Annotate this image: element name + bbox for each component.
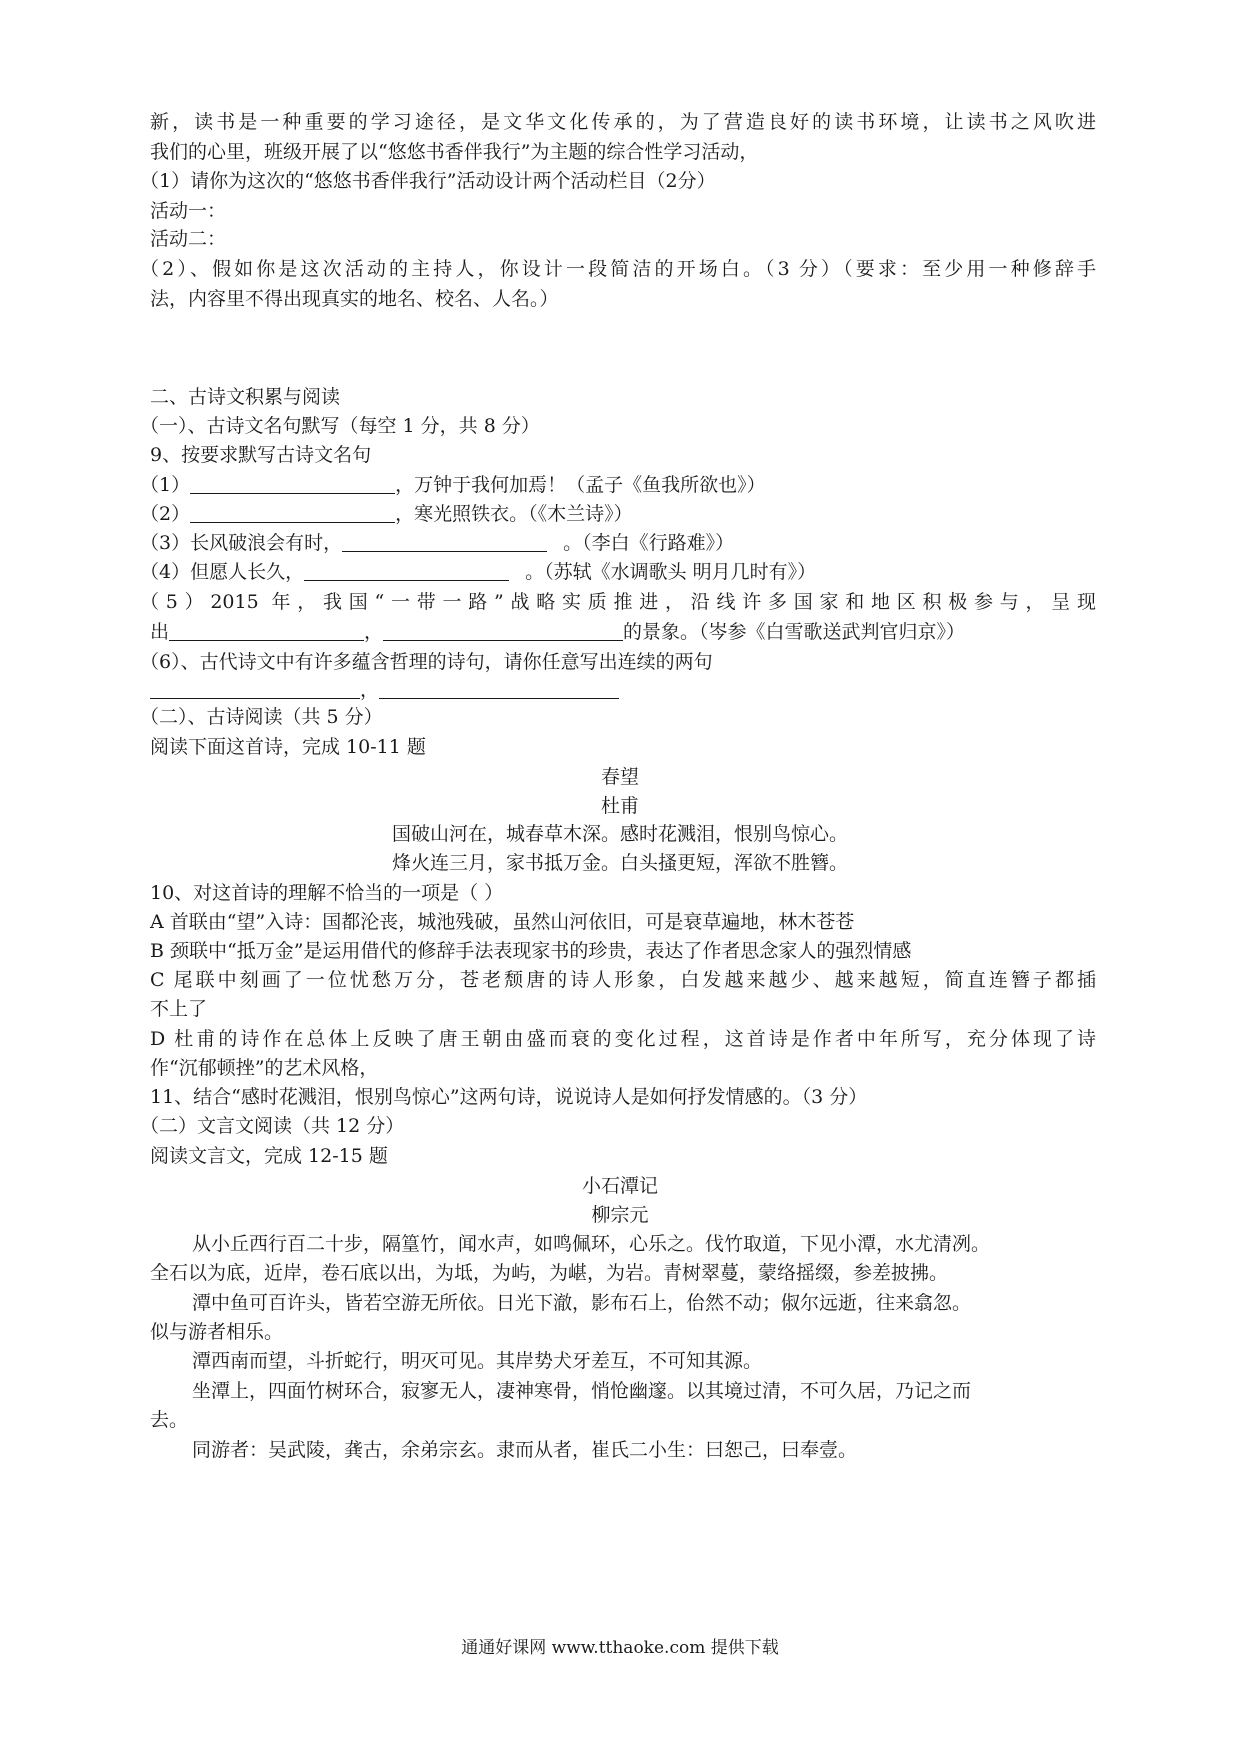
answer-blank[interactable] (190, 502, 395, 523)
prose-title: 小石潭记 (581, 1175, 658, 1197)
option-d-line-2: 作“沉郁顿挫”的艺术风格， (150, 1057, 379, 1079)
question-10: 10、对这首诗的理解不恰当的一项是（ ） (150, 882, 504, 904)
poem-line-2: 烽火连三月，家书抵万金。白头搔更短，浑欲不胜簪。 (391, 852, 848, 874)
recitation-item-2: （2） ，寒光照铁衣。（《木兰诗》） (140, 503, 633, 525)
question-2-line-1: （2）、假如你是这次活动的主持人，你设计一段简洁的开场白。（3 分）（要求：至少用一种修辞手 (140, 258, 1096, 280)
poem-title: 春望 (600, 766, 639, 788)
prose-paragraph-1-line-2: 全石以为底，近岸，卷石底以出，为坻，为屿，为嵁，为岩。青树翠蔓，蒙络摇缀，参差披拂。 (150, 1262, 949, 1284)
part-1-heading: （一）、古诗文名句默写（每空 1 分，共 8 分） (140, 415, 540, 437)
recitation-item-6-blanks: ， (150, 676, 619, 704)
prose-paragraph-4-line-2: 去。 (150, 1409, 189, 1431)
recitation-item-5-line-1: （5）2015 年，我国“一带一路”战略实质推进，沿线许多国家和地区积极参与，呈现 (140, 591, 1096, 613)
option-d-line-1: D 杜甫的诗作在总体上反映了唐王朝由盛而衰的变化过程，这首诗是作者中年所写，充分体现了诗 (150, 1028, 1096, 1050)
answer-blank[interactable] (342, 531, 547, 552)
activity-two-label: 活动二： (150, 228, 227, 250)
prose-author: 柳宗元 (591, 1204, 649, 1226)
prose-paragraph-1-line-1: 从小丘西行百二十步，隔篁竹，闻水声，如鸣佩环，心乐之。伐竹取道，下见小潭，水尤清冽。 (192, 1233, 991, 1255)
option-a: A 首联由“望”入诗：国都沦丧，城池残破，虽然山河依旧，可是衰草遍地，林木苍苍 (150, 911, 855, 933)
question-2-line-2: 法，内容里不得出现真实的地名、校名、人名。） (150, 288, 559, 310)
recitation-item-5-line-2: 出 ， 的景象。（岑参《白雪歌送武判官归京》） (150, 621, 966, 643)
recitation-item-4: （4）但愿人长久， 。（苏轼《水调歌头 明月几时有》） (140, 561, 817, 583)
recitation-item-3: （3）长风破浪会有时， 。（李白《行路难》） (140, 532, 735, 554)
page-footer: 通通好课网 www.tthaoke.com 提供下载 (461, 1638, 779, 1658)
recitation-item-6: （6）、古代诗文中有许多蕴含哲理的诗句，请你任意写出连续的两句 (140, 651, 713, 673)
option-b: B 颈联中“抵万金”是运用借代的修辞手法表现家书的珍贵，表达了作者思念家人的强烈情感 (150, 940, 912, 962)
activity-one-label: 活动一： (150, 200, 227, 222)
recitation-item-1: （1） ，万钟于我何加焉！（孟子《鱼我所欲也》） (140, 474, 766, 496)
prose-paragraph-2-line-2: 似与游者相乐。 (150, 1321, 284, 1343)
answer-blank[interactable] (379, 678, 619, 699)
poem-line-1: 国破山河在，城春草木深。感时花溅泪，恨别鸟惊心。 (391, 823, 848, 845)
prose-part-heading: （二）文言文阅读（共 12 分） (140, 1115, 405, 1137)
answer-blank[interactable] (169, 620, 364, 641)
option-c-line-1: C 尾联中刻画了一位忧愁万分，苍老颓唐的诗人形象，白发越来越少、越来越短，简直连簪子都插 (150, 969, 1096, 991)
option-c-line-2: 不上了 (150, 998, 208, 1020)
poem-instruction: 阅读下面这首诗，完成 10-11 题 (150, 736, 426, 758)
section-heading: 二、古诗文积累与阅读 (150, 386, 341, 408)
poem-author: 杜甫 (600, 795, 639, 817)
prose-paragraph-3: 潭西南而望，斗折蛇行，明灭可见。其岸势犬牙差互，不可知其源。 (192, 1350, 763, 1372)
question-1: （1）请你为这次的“悠悠书香伴我行”活动设计两个活动栏目（2分） (140, 170, 716, 192)
prose-instruction: 阅读文言文，完成 12-15 题 (150, 1145, 388, 1167)
prose-paragraph-4-line-1: 坐潭上，四面竹树环合，寂寥无人，凄神寒骨，悄怆幽邃。以其境过清，不可久居，乃记之而 (192, 1380, 972, 1402)
answer-blank[interactable] (150, 678, 360, 699)
part-2-heading: （二）、古诗阅读（共 5 分） (140, 706, 383, 728)
intro-line-1: 新，读书是一种重要的学习途径，是文华文化传承的，为了营造良好的读书环境，让读书之风吹进 (150, 111, 1096, 133)
answer-blank[interactable] (383, 620, 623, 641)
intro-line-2: 我们的心里，班级开展了以“悠悠书香伴我行”为主题的综合性学习活动， (150, 141, 759, 163)
prose-paragraph-2-line-1: 潭中鱼可百许头，皆若空游无所依。日光下澈，影布石上，佁然不动；俶尔远逝，往来翕忽。 (192, 1292, 972, 1314)
answer-blank[interactable] (190, 473, 395, 494)
question-9: 9、按要求默写古诗文名句 (150, 444, 372, 466)
question-11: 11、结合“感时花溅泪，恨别鸟惊心”这两句诗，说说诗人是如何抒发情感的。（3 分） (150, 1086, 868, 1108)
prose-paragraph-5: 同游者：吴武陵，龚古，余弟宗玄。隶而从者，崔氏二小生：曰恕己，曰奉壹。 (192, 1439, 858, 1461)
answer-blank[interactable] (304, 560, 509, 581)
